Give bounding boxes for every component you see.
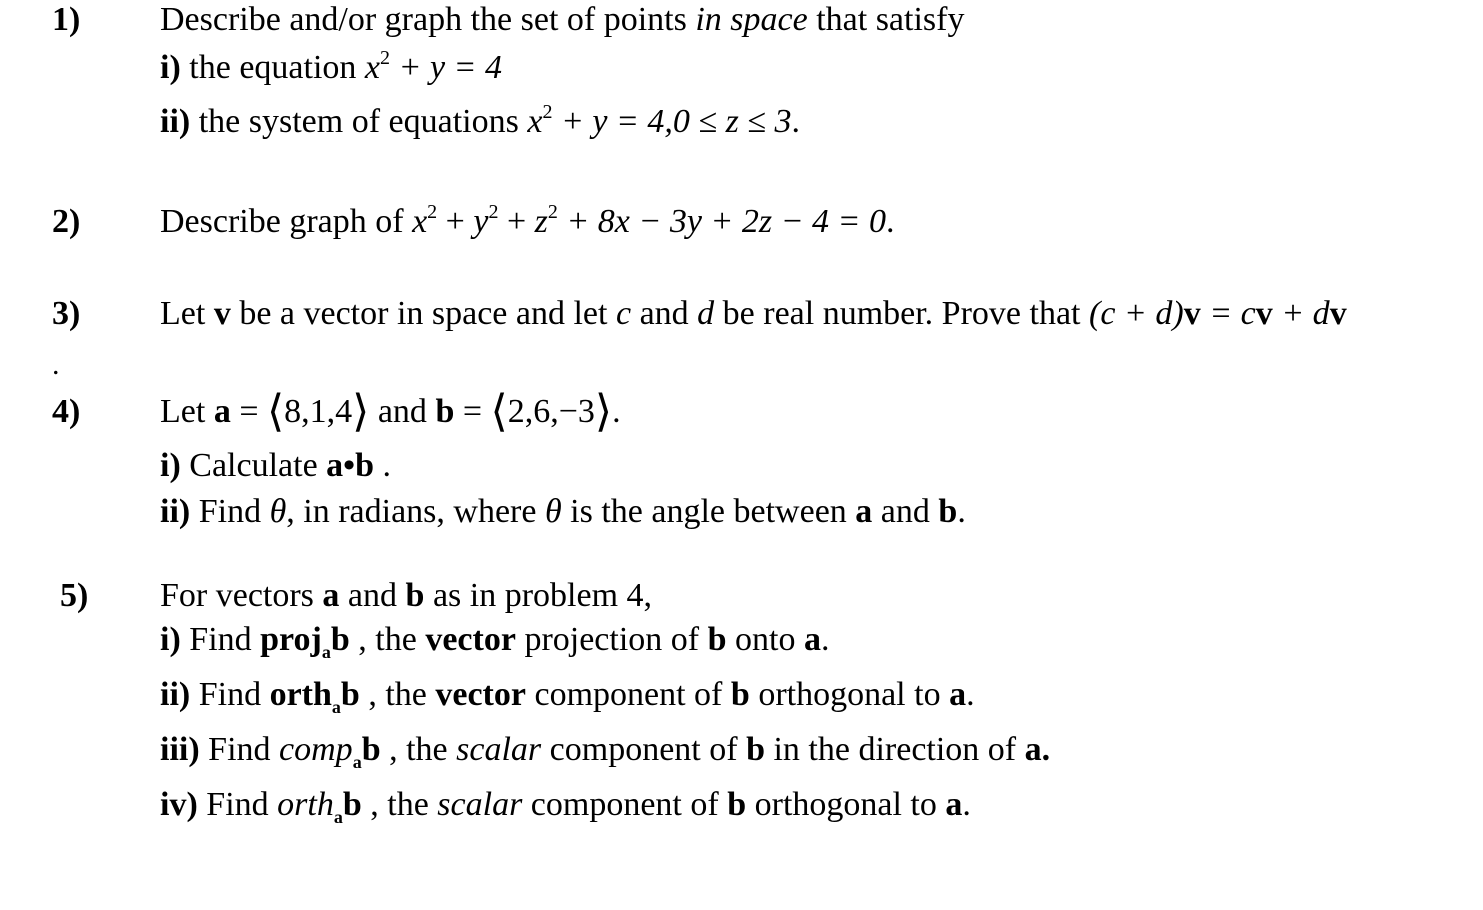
vector: b	[938, 493, 958, 530]
text: , the	[380, 731, 457, 768]
operator: comp	[279, 731, 353, 768]
dot-product: a•b	[326, 447, 374, 484]
part-label: ii)	[160, 676, 191, 713]
math: y	[473, 203, 489, 240]
text: Describe graph of	[160, 203, 413, 240]
text: component of	[525, 676, 731, 713]
vector: b	[730, 676, 750, 713]
vector: b	[746, 731, 765, 768]
angle-bracket: ⟩	[352, 387, 370, 436]
operator: orth	[277, 786, 334, 823]
vector: a	[949, 676, 967, 713]
text-italic: in space	[695, 1, 808, 38]
text: is the angle between	[561, 493, 856, 530]
text: projection of	[515, 621, 708, 658]
part-label: i)	[160, 621, 181, 658]
problem-4-part-i	[160, 446, 391, 486]
vector: b	[342, 786, 362, 823]
vector: b	[340, 676, 360, 713]
text: For vectors	[160, 577, 323, 614]
problem-2-number: 2)	[52, 203, 81, 240]
stray-dot: .	[52, 348, 60, 381]
vector: a	[945, 786, 963, 823]
angle-bracket: ⟨	[267, 387, 285, 436]
text: be a vector in space and let	[230, 295, 616, 332]
text: the equation	[180, 49, 365, 86]
vector: a	[213, 393, 231, 430]
text: orthogonal to	[746, 786, 946, 823]
math: = c	[1200, 295, 1256, 332]
math: 8,1,4	[284, 393, 353, 430]
part-label: ii)	[160, 493, 191, 530]
problem-1-number: 1)	[52, 1, 81, 38]
vector: a	[322, 577, 340, 614]
math: +	[437, 203, 474, 240]
text: be real number. Prove that	[714, 295, 1089, 332]
text: Find	[197, 786, 278, 823]
text-bold: vector	[425, 621, 516, 658]
text: Find	[180, 621, 261, 658]
text: .	[962, 786, 971, 823]
text: onto	[726, 621, 804, 658]
math: +	[498, 203, 535, 240]
part-label: iv)	[160, 786, 198, 823]
problem-4-text	[160, 387, 621, 436]
math: + y = 4,0 ≤ z ≤ 3	[552, 103, 792, 140]
math: x	[364, 49, 380, 86]
math: d	[697, 295, 715, 332]
vector: v	[213, 295, 231, 332]
vector: b	[330, 621, 350, 658]
math: θ	[544, 493, 562, 530]
text-bold: vector	[435, 676, 526, 713]
math: z	[534, 203, 548, 240]
text: component of	[541, 731, 747, 768]
text: in the direction of	[764, 731, 1025, 768]
text: .	[957, 493, 966, 530]
math: (c + d)	[1089, 295, 1184, 332]
exponent: 2	[488, 201, 499, 223]
math: c	[615, 295, 632, 332]
text: component of	[522, 786, 728, 823]
exponent: 2	[547, 201, 558, 223]
text: .	[886, 203, 895, 240]
exponent: 2	[542, 101, 553, 123]
operator: orth	[269, 676, 332, 713]
text: Find	[199, 731, 280, 768]
text: and	[369, 393, 436, 430]
problem-1-intro	[160, 0, 964, 40]
problem-4-part-ii	[160, 492, 966, 532]
math: θ	[269, 493, 287, 530]
vector: v	[1183, 295, 1201, 332]
math: 2,6,−3	[507, 393, 595, 430]
text: Calculate	[180, 447, 327, 484]
problem-5-part-ii	[160, 675, 975, 715]
math: x	[412, 203, 428, 240]
vector: b	[727, 786, 747, 823]
math: =	[230, 393, 267, 430]
problem-3-number: 3)	[52, 295, 81, 332]
vector: a	[1024, 731, 1042, 768]
text: and	[339, 577, 406, 614]
math: x	[527, 103, 543, 140]
text: , the	[359, 676, 436, 713]
text: Describe and/or graph the set of points	[160, 1, 696, 38]
math: + y = 4	[390, 49, 502, 86]
part-label: i)	[160, 447, 181, 484]
vector: b	[405, 577, 425, 614]
subscript: a	[352, 752, 362, 772]
math: =	[454, 393, 491, 430]
text: and	[872, 493, 939, 530]
text: Let	[160, 295, 214, 332]
problem-2-text	[160, 202, 895, 242]
text-italic: scalar	[456, 731, 542, 768]
text: .	[791, 103, 800, 140]
text: orthogonal to	[749, 676, 950, 713]
text: .	[1041, 731, 1051, 768]
vector: b	[435, 393, 455, 430]
math: + d	[1272, 295, 1330, 332]
angle-bracket: ⟩	[594, 387, 613, 436]
subscript: a	[333, 807, 343, 827]
problem-3-text	[160, 294, 1347, 334]
text: the system of equations	[190, 103, 528, 140]
part-label: iii)	[160, 731, 200, 768]
vector: v	[1329, 295, 1347, 332]
angle-bracket: ⟨	[490, 387, 508, 436]
problem-5-part-iii	[160, 730, 1050, 770]
text: Find	[190, 676, 270, 713]
problem-5-number: 5)	[60, 577, 89, 614]
problem-4-number: 4)	[52, 393, 81, 430]
problem-1-part-ii	[160, 102, 800, 142]
vector: a	[855, 493, 873, 530]
text: .	[612, 393, 621, 430]
text: as in problem 4,	[424, 577, 653, 614]
vector: v	[1255, 295, 1273, 332]
math: + 8x − 3y + 2z − 4 = 0	[557, 203, 886, 240]
text: .	[373, 447, 391, 484]
text: and	[631, 295, 698, 332]
part-label: ii)	[160, 103, 191, 140]
text: that satisfy	[807, 1, 965, 38]
text: .	[820, 621, 830, 658]
problem-5-part-iv	[160, 785, 971, 825]
vector: b	[707, 621, 727, 658]
text: .	[966, 676, 975, 713]
text: Let	[160, 393, 214, 430]
text: , the	[361, 786, 438, 823]
vector: a	[803, 621, 821, 658]
problem-5-intro	[160, 576, 652, 616]
operator: proj	[260, 621, 322, 658]
part-label: i)	[160, 49, 181, 86]
problem-5-part-i	[160, 620, 829, 660]
exponent: 2	[380, 47, 390, 69]
vector: b	[361, 731, 381, 768]
problem-1-part-i	[160, 48, 502, 88]
exponent: 2	[427, 201, 438, 223]
text: , in radians, where	[286, 493, 545, 530]
text-italic: scalar	[437, 786, 523, 823]
text: Find	[190, 493, 270, 530]
subscript: a	[331, 697, 341, 717]
text: , the	[349, 621, 426, 658]
subscript: a	[321, 642, 331, 662]
